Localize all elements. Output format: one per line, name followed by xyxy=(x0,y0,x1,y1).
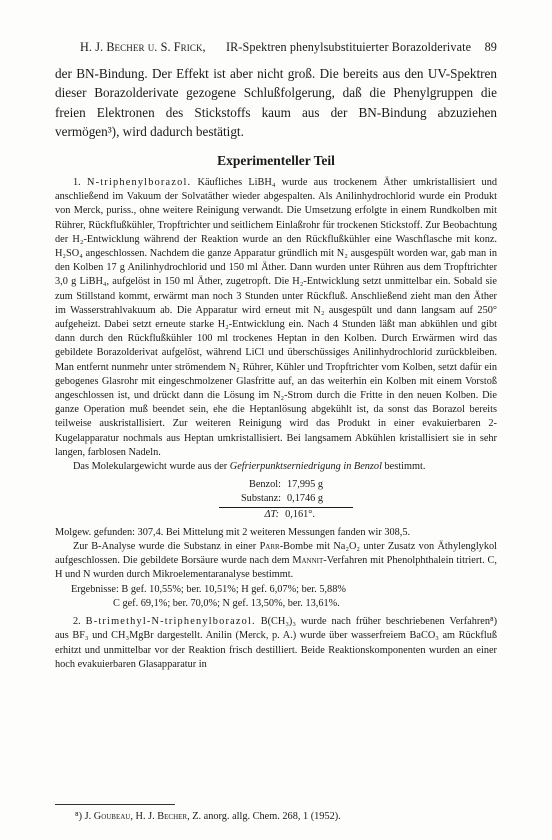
measurement-row xyxy=(219,478,497,492)
mw-sentence-a: Das Molekulargewicht wurde aus der xyxy=(73,461,230,473)
measurement-row xyxy=(219,507,353,522)
measurement-label: ΔT: xyxy=(264,508,280,520)
intro-text: der BN-Bindung. Der Effekt ist aber nicht groß. Die bereits aus den UV-Spektren dieser Borazolderivate gezogene Schlußfolgerung, daß die Phenylgruppen die freien Elektronen des Stickstoffs kaum aus der BN-Bindung abzuziehen vermögen³), wird dadurch bestätigt. xyxy=(55,66,497,140)
b-analyse-paragraph xyxy=(55,540,497,583)
b-analyse-b: -Bombe mit Na₂O₂ unter Zusatz von Äthylenglykol aufgeschlossen. Die gebildete Borsäure wurde nach dem xyxy=(55,541,497,567)
footnote-reference: Z. anorg. allg. Chem. 268, 1 (1952). xyxy=(192,811,341,822)
footnote-divider xyxy=(55,804,175,805)
part1-number: 1. xyxy=(73,177,81,188)
part2-compound-name: B-trimethyl-N-triphenylborazol. xyxy=(85,616,256,628)
mw-sentence-b: Gefrierpunktserniedrigung in Benzol xyxy=(229,461,382,473)
part1-text: Käufliches LiBH₄ wurde aus trockenem Äther umkristallisiert und anschließend im Vakuum der Solvatäther wieder abgespalten. Als Anilinhydrochlorid wurde ein Produkt von Merck, puriss., ohne weitere Reinigung verwandt. Die Umsetzung erfolgte in einem Rundkolben mit Rührer, Rückflußkühler, Tropftrichter und seitlichem Einlaßrohr für trockenen Stickstoff. Zur Beobachtung der H₂-Entwicklung während der Reaktion wurde an den Rückflußkühler eine Waschflasche mit konz. H₂SO₄ angeschlossen. Nachdem die ganze Apparatur gründlich mit N₂ ausgespült worden war, gab man in den Kolben 17 g Anilinhydrochlorid und 150 ml Äther. Dann wurden unter Rühren aus dem Tropftrichter 3,0 g LiBH₄, aufgelöst in 150 ml Äther, zugetropft. Die H₂-Entwicklung setzt unmittelbar ein. Sobald sie zum Stillstand kommt, erwärmt man noch 3 Stunden unter Rückfluß. Anschließend zieht man den Äther im Wasserstrahlvakuum ab. Die Apparatur wird erneut mit N₂ ausgespült und dann langsam auf 250° aufgeheizt. Dabei setzt erneute starke H₂-Entwicklung ein. Nach 4 Stunden läßt man abkühlen und gibt dann durch den Rückflußkühler 100 ml trockenes Heptan in den Kolben. Durch Erwärmen wird das gebildete Borazolderivat aufgelöst, während LiCl und überschüssiges Anilinhydrochlorid zurückbleiben. Man entfernt nunmehr unter strömendem N₂ Rührer, Kühler und Tropftrichter vom Kolben, setzt dafür ein gebogenes Glasrohr mit eingeschmolzener Glasfritte auf, an das weiterhin ein Kolben mit einem Vorstoß angeschlossen ist, und drückt dann die Lösung im N₂-Strom durch die Fritte in den neuen Kolben. Die ganze Operation muß beendet sein, ehe die Heptanlösung abgekühlt ist, da sonst das Borazol bereits teilweise auskristallisiert. Zur weiteren Reinigung wird das Produkt in einer evakuierbaren 2-Kugelapparatur nochmals aus Heptan umkristallisiert. Bei langsamem Abkühlen kristallisiert sie in sehr langen, farblosen Nadeln. xyxy=(55,177,497,458)
part1-paragraph xyxy=(55,176,497,460)
header-authors: H. J. Becher u. S. Frick, xyxy=(80,40,206,54)
footnote-mark: ⁸) xyxy=(75,811,83,822)
mw-sentence xyxy=(55,460,497,474)
measurement-value: 0,161°. xyxy=(285,508,315,520)
part2-text: B(CH₃)₃ wurde nach früher beschriebenen Verfahren⁸) aus BF₃ und CH₃MgBr dargestellt. Anilin (Merck, p. A.) wurde über wasserfreiem BaCO₃ am Rückfluß erhitzt und unmittelbar vor der Reaktion frisch destilliert. Beide Reaktionskomponenten wurden an einer hoch evakuierbaren Glasapparatur in xyxy=(55,616,498,670)
header-title: IR-Spektren phenylsubstituierter Borazolderivate xyxy=(226,40,472,54)
results-line-2: C gef. 69,1%; ber. 70,0%; N gef. 13,50%, ber. 13,61%. xyxy=(113,597,340,609)
results-block xyxy=(55,583,497,611)
running-header xyxy=(80,40,497,56)
footnote-authors: J. Goubeau, H. J. Becher, xyxy=(84,811,190,822)
intro-paragraph xyxy=(55,64,497,142)
section-title: Experimenteller Teil xyxy=(217,153,335,168)
mannit-name: Mannit xyxy=(292,555,324,567)
measurement-table xyxy=(219,478,497,522)
experimental-body xyxy=(55,176,497,672)
b-analyse-c: -Verfahren mit Phenolphthalein titriert. C, H und N wurden durch Mikroelementaranalyse bestimmt. xyxy=(55,555,497,581)
b-analyse-a: Zur B-Analyse wurde die Substanz in einer xyxy=(73,541,260,553)
parr-name: Parr xyxy=(259,541,280,553)
measurement-label: Substanz: xyxy=(240,493,281,505)
part1-compound-name: N-triphenylborazol. xyxy=(86,177,192,188)
footnote xyxy=(75,811,497,822)
measurement-value: 17,995 g xyxy=(287,479,324,491)
measurement-row xyxy=(219,492,497,506)
mw-sentence-c: bestimmt. xyxy=(381,461,426,473)
part2-paragraph xyxy=(55,615,497,672)
measurement-label: Benzol: xyxy=(248,479,281,491)
page-number: 89 xyxy=(484,40,497,54)
measurement-value: 0,1746 g xyxy=(287,493,324,505)
part2-number: 2. xyxy=(73,616,81,628)
results-line-1: Ergebnisse: B gef. 10,55%; ber. 10,51%; H gef. 6,07%; ber. 5,88% xyxy=(71,583,346,595)
molgew-line: Molgew. gefunden: 307,4. Bei Mittelung mit 2 weiteren Messungen fanden wir 308,5. xyxy=(55,526,411,538)
